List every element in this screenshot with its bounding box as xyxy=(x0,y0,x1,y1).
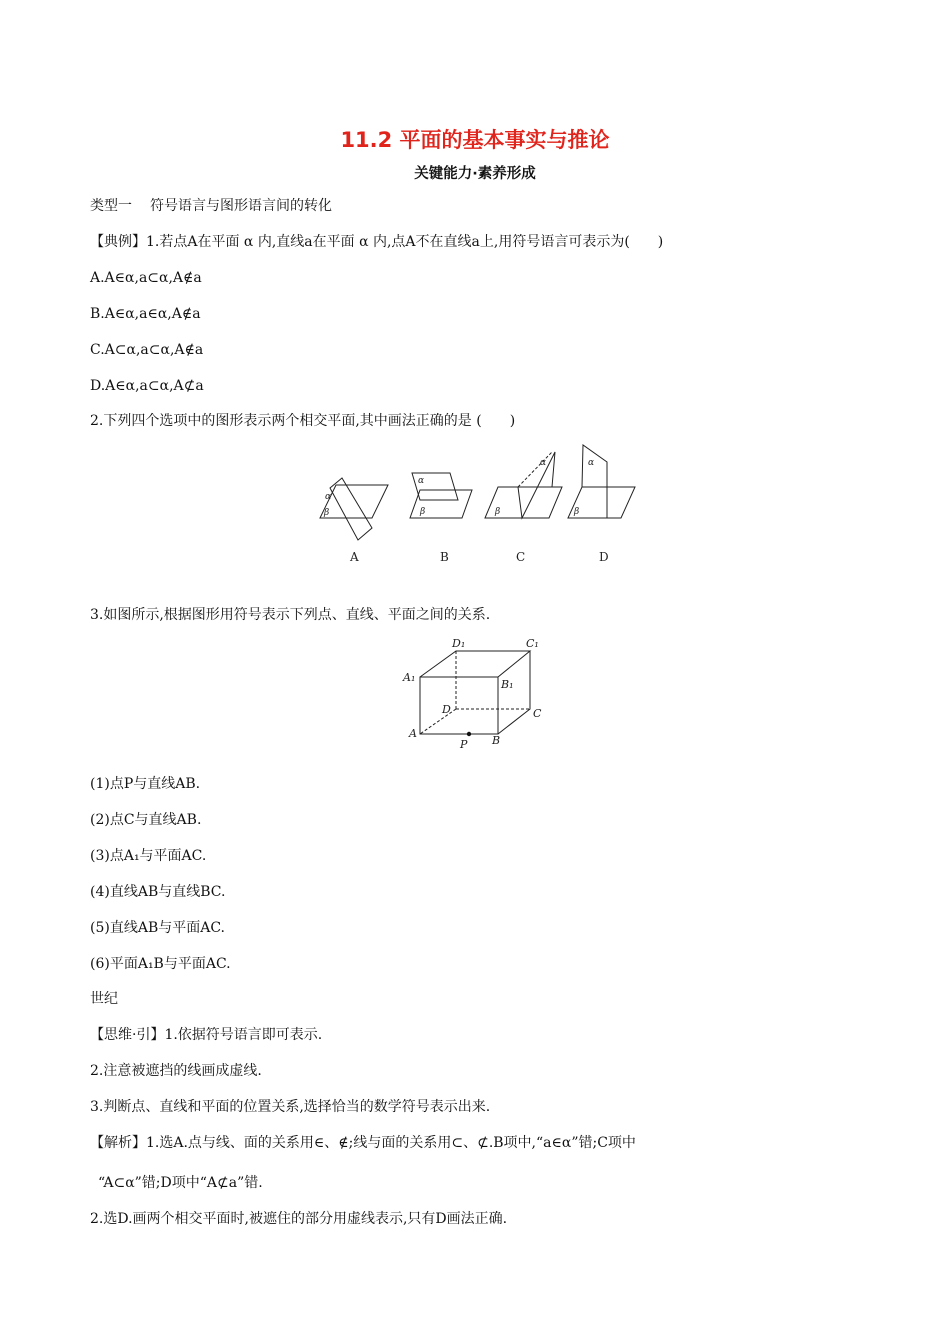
solution-line-2: “A⊂α”错;D项中“A⊄a”错. xyxy=(98,1175,263,1191)
q2-stem: 2.下列四个选项中的图形表示两个相交平面,其中画法正确的是 ( ) xyxy=(90,413,516,429)
figure-b-alpha: α xyxy=(418,476,425,486)
label-b: B xyxy=(492,734,501,747)
figure-d-alpha: α xyxy=(588,458,595,468)
point-p xyxy=(467,732,471,736)
page-title: 11.2 平面的基本事实与推论 xyxy=(340,128,610,152)
q3-item-6: (6)平面A₁B与平面AC. xyxy=(90,956,231,972)
figure-b xyxy=(410,473,472,518)
q2-plane-figures xyxy=(300,440,650,570)
figure-c xyxy=(485,452,562,518)
q3-cube-figure xyxy=(390,637,560,755)
solution-line-1: 【解析】1.选A.点与线、面的关系用∈、∉;线与面的关系用⊂、⊄.B项中,“a∈α”错;C项中 xyxy=(90,1135,636,1151)
figure-b-beta: β xyxy=(420,507,426,517)
q3-item-1: (1)点P与直线AB. xyxy=(90,776,201,792)
label-p: P xyxy=(460,738,468,751)
type-heading-text: 符号语言与图形语言间的转化 xyxy=(150,198,332,214)
figure-label-a: A xyxy=(350,550,359,564)
q1-option-a: A.A∈α,a⊂α,A∉a xyxy=(90,270,202,286)
figure-c-alpha: α xyxy=(540,458,547,468)
label-c1: C₁ xyxy=(526,637,539,650)
label-a: A xyxy=(409,727,417,740)
label-b1: B₁ xyxy=(501,678,514,691)
figure-label-b: B xyxy=(440,550,449,564)
figure-d xyxy=(568,445,635,518)
q3-item-3: (3)点A₁与平面AC. xyxy=(90,848,207,864)
q1-option-b: B.A∈α,a∈α,A∉a xyxy=(90,306,201,322)
label-a1: A₁ xyxy=(403,671,416,684)
q1-option-d: D.A∈α,a⊂α,A⊄a xyxy=(90,378,204,394)
marker-text: 世纪 xyxy=(90,991,118,1007)
q1-option-c: C.A⊂α,a⊂α,A∉a xyxy=(90,342,204,358)
figure-a-alpha: α xyxy=(325,492,332,502)
q1-stem: 【典例】1.若点A在平面 α 内,直线a在平面 α 内,点A不在直线a上,用符号语言可表示为( ) xyxy=(90,234,664,250)
section-subtitle: 关键能力·素养形成 xyxy=(414,166,536,182)
figure-label-d: D xyxy=(599,550,609,564)
hint-3: 3.判断点、直线和平面的位置关系,选择恰当的数学符号表示出来. xyxy=(90,1099,491,1115)
label-d1: D₁ xyxy=(452,637,466,650)
figure-label-c: C xyxy=(516,550,526,564)
q3-item-4: (4)直线AB与直线BC. xyxy=(90,884,226,900)
label-c: C xyxy=(533,707,542,720)
q3-item-5: (5)直线AB与平面AC. xyxy=(90,920,226,936)
label-d: D xyxy=(442,703,451,716)
hint-2: 2.注意被遮挡的线画成虚线. xyxy=(90,1063,262,1079)
solution-line-3: 2.选D.画两个相交平面时,被遮住的部分用虚线表示,只有D画法正确. xyxy=(90,1211,508,1227)
figure-d-beta: β xyxy=(574,507,580,517)
hint-1: 【思维·引】1.依据符号语言即可表示. xyxy=(90,1027,323,1043)
type-heading xyxy=(90,197,332,215)
figure-c-beta: β xyxy=(495,507,501,517)
q3-item-2: (2)点C与直线AB. xyxy=(90,812,202,828)
figure-a xyxy=(320,478,388,540)
type-heading-label: 类型一 xyxy=(90,198,132,214)
figure-a-beta: β xyxy=(324,508,330,518)
q3-stem: 3.如图所示,根据图形用符号表示下列点、直线、平面之间的关系. xyxy=(90,607,491,623)
